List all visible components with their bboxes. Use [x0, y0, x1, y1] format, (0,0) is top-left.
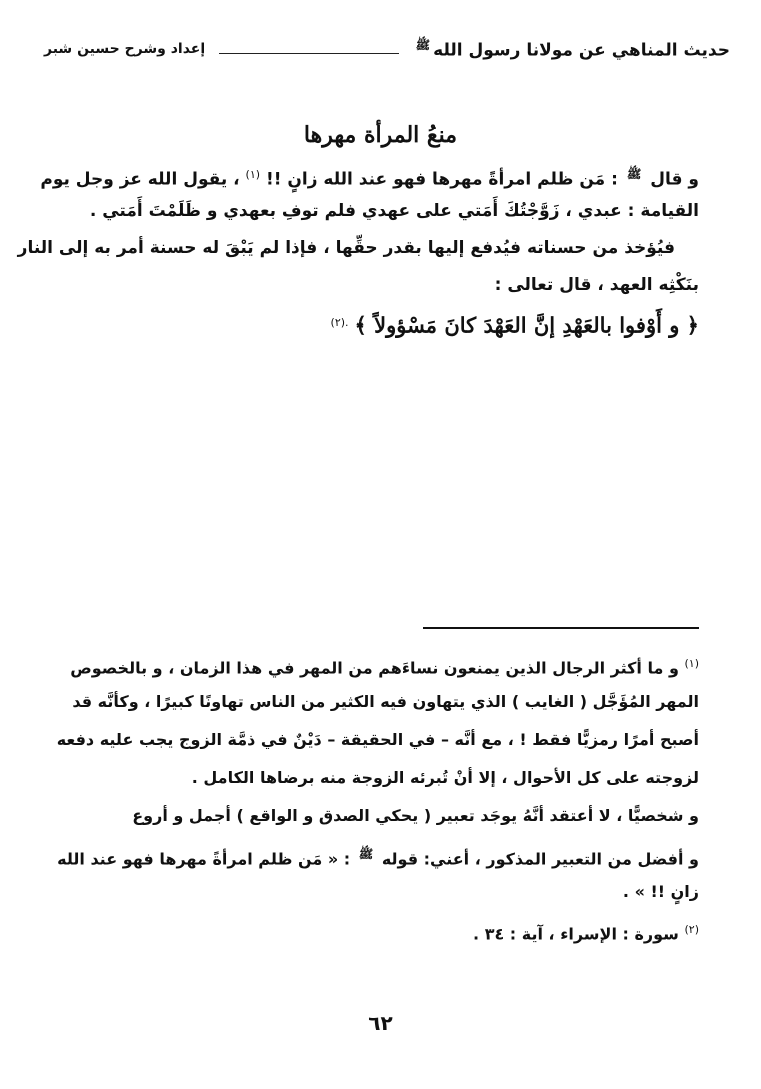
- footnote-line: $^{(١)}$ و ما أكثر الرجال الذين يمنعون نساءَهم من المهر في هذا الزمان ، و بالخصوص: [70, 657, 699, 678]
- header-author: إعداد وشرح حسين شبر: [44, 41, 206, 57]
- body-line: بنَكْثِه العهد ، قال تعالى :: [494, 275, 699, 295]
- footnote-line: $^{(٢)}$ سورة : الإسراء ، آية : ٣٤ .: [473, 923, 699, 944]
- footnote-line: لزوجته على كل الأحوال ، إلا أنْ تُبرئه الزوجة منه برضاها الكامل .: [191, 768, 699, 787]
- page-number: ٦٢: [368, 1011, 393, 1035]
- salutation-glyph: ﷺ: [415, 37, 431, 52]
- footnote-marker-1: (١): [684, 657, 699, 670]
- salutation-glyph: ﷺ: [358, 847, 374, 861]
- header-rule: [219, 53, 398, 54]
- salutation-glyph: ﷺ: [626, 167, 642, 181]
- quran-verse: [81, 304, 699, 341]
- header-title: حديث المناهي عن مولانا رسول الله$^ﷺ$: [415, 37, 730, 61]
- body-line: القيامة : عبدي ، زَوَّجْتُكَ أَمَتي على عهدي فلم توفِ بعهدي و ظَلَمْتَ أَمَتي .: [89, 201, 699, 221]
- quran-text: ﴿ و أَوْفوا بالعَهْدِ إنَّ العَهْدَ كانَ مَسْؤولاً ﴾: [354, 312, 699, 338]
- section-title: منعُ المرأة مهرها: [303, 122, 458, 148]
- footnotes: [56, 645, 699, 949]
- footnote-line: و شخصيًّا ، لا أعتقد أنَّهُ يوجَد تعبير ( يحكي الصدق و الواقع ) أجمل و أروع: [132, 806, 699, 825]
- footnote-ref-2[interactable]: .(٢): [330, 316, 349, 329]
- body-line: و قال $^ﷺ$ : مَن ظلم امرأةً مهرها فهو عند الله زانٍ !! $^{(١)}$ ، يقول الله عز وجل يوم: [40, 167, 699, 190]
- running-header: [44, 34, 730, 64]
- footnote-line: و أفضل من التعبير المذكور ، أعني: قوله $^ﷺ$ : « مَن ظلم امرأةً مهرها فهو عند الله: [57, 847, 699, 869]
- footnote-line: زانٍ !! » .: [622, 882, 699, 901]
- body-line: فيُؤخذ من حسناته فيُدفع إليها بقدر حقِّها ، فإذا لم يَبْقَ له حسنة أمر به إلى النار: [17, 238, 675, 258]
- footnote-separator: [423, 627, 699, 629]
- main-text: [17, 156, 699, 341]
- footnote-marker-2: (٢): [684, 923, 699, 936]
- footnote-line: أصبح أمرًا رمزيًّا فقط ! ، مع أنَّه – في الحقيقة – دَيْنٌ في ذمَّة الزوج يجب عليه دفعه: [56, 730, 699, 749]
- footnote-ref-1[interactable]: (١): [245, 168, 261, 181]
- footnote-line: المهر المُؤَجَّل ( الغايب ) الذي يتهاون فيه الكثير من الناس تهاونًا كبيرًا ، وكأنَّه قد: [72, 692, 699, 711]
